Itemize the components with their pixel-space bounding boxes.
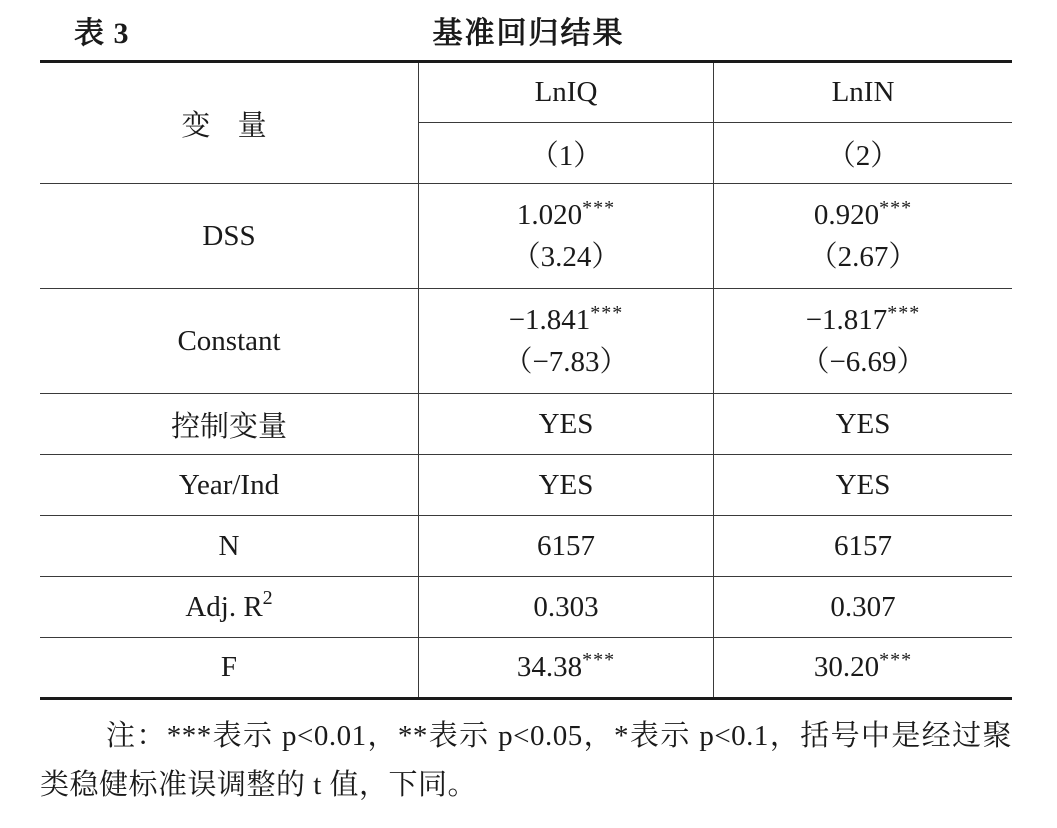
adj-r-text: Adj. R	[185, 590, 263, 623]
coef-line	[419, 194, 713, 236]
significance-stars: ***	[582, 649, 616, 671]
cell-constant-lniq	[419, 289, 714, 394]
significance-stars: ***	[582, 197, 616, 219]
cell-dss-lniq	[419, 184, 714, 289]
table-footnote: 注：***表示 p<0.01，**表示 p<0.05，*表示 p<0.1，括号中是经过聚类稳健标准误调整的 t 值，下同。	[40, 720, 1012, 801]
cell-year-ind-lniq: YES	[419, 455, 714, 516]
cell-controls-lniq: YES	[419, 394, 714, 455]
table-row-dss	[40, 184, 1012, 289]
t-statistic: （3.24）	[511, 241, 621, 273]
row-label-n: N	[40, 516, 419, 577]
t-statistic: （−6.69）	[800, 346, 926, 378]
table-row-year-ind	[40, 455, 1012, 516]
cell-constant-lnin	[714, 289, 1013, 394]
cell-n-lnin: 6157	[714, 516, 1013, 577]
coef-line	[419, 299, 713, 341]
t-statistic: （2.67）	[808, 241, 918, 273]
regression-results-table	[40, 60, 1012, 700]
cell-f-lniq	[419, 638, 714, 699]
coefficient-value: −1.841	[508, 304, 591, 336]
row-label-f: F	[40, 638, 419, 699]
cell-controls-lnin: YES	[714, 394, 1013, 455]
table-title: 基准回归结果	[432, 17, 625, 50]
coef-line	[714, 299, 1012, 341]
table-row-adj-r2	[40, 577, 1012, 638]
f-value: 30.20	[813, 651, 880, 683]
cell-dss-lnin	[714, 184, 1013, 289]
row-label-controls: 控制变量	[40, 394, 419, 455]
cell-adj-r2-lniq: 0.303	[419, 577, 714, 638]
significance-stars: ***	[879, 197, 913, 219]
table-row-f	[40, 638, 1012, 699]
significance-stars: ***	[590, 302, 624, 324]
table-row-controls	[40, 394, 1012, 455]
column-index-2: （2）	[714, 123, 1013, 184]
table-header-row	[40, 62, 1012, 123]
cell-n-lniq: 6157	[419, 516, 714, 577]
table-row-n	[40, 516, 1012, 577]
table-row-constant	[40, 289, 1012, 394]
row-label-adj-r2	[40, 577, 419, 638]
significance-stars: ***	[887, 302, 921, 324]
coefficient-value: −1.817	[805, 304, 888, 336]
row-label-dss: DSS	[40, 184, 419, 289]
significance-stars: ***	[879, 649, 913, 671]
table-title-row	[0, 0, 1057, 58]
table-number-label: 表 3	[74, 17, 130, 50]
cell-year-ind-lnin: YES	[714, 455, 1013, 516]
coefficient-value: 1.020	[516, 199, 583, 231]
coefficient-value: 0.920	[813, 199, 880, 231]
column-header-lnin: LnIN	[714, 62, 1013, 123]
t-statistic: （−7.83）	[503, 346, 629, 378]
coef-line	[714, 194, 1012, 236]
column-header-lniq: LnIQ	[419, 62, 714, 123]
f-value: 34.38	[516, 651, 583, 683]
cell-adj-r2-lnin: 0.307	[714, 577, 1013, 638]
adj-r-superscript: 2	[262, 586, 273, 609]
column-index-1: （1）	[419, 123, 714, 184]
row-label-year-ind: Year/Ind	[40, 455, 419, 516]
cell-f-lnin	[714, 638, 1013, 699]
row-label-constant: Constant	[40, 289, 419, 394]
variable-column-header: 变 量	[40, 62, 419, 184]
